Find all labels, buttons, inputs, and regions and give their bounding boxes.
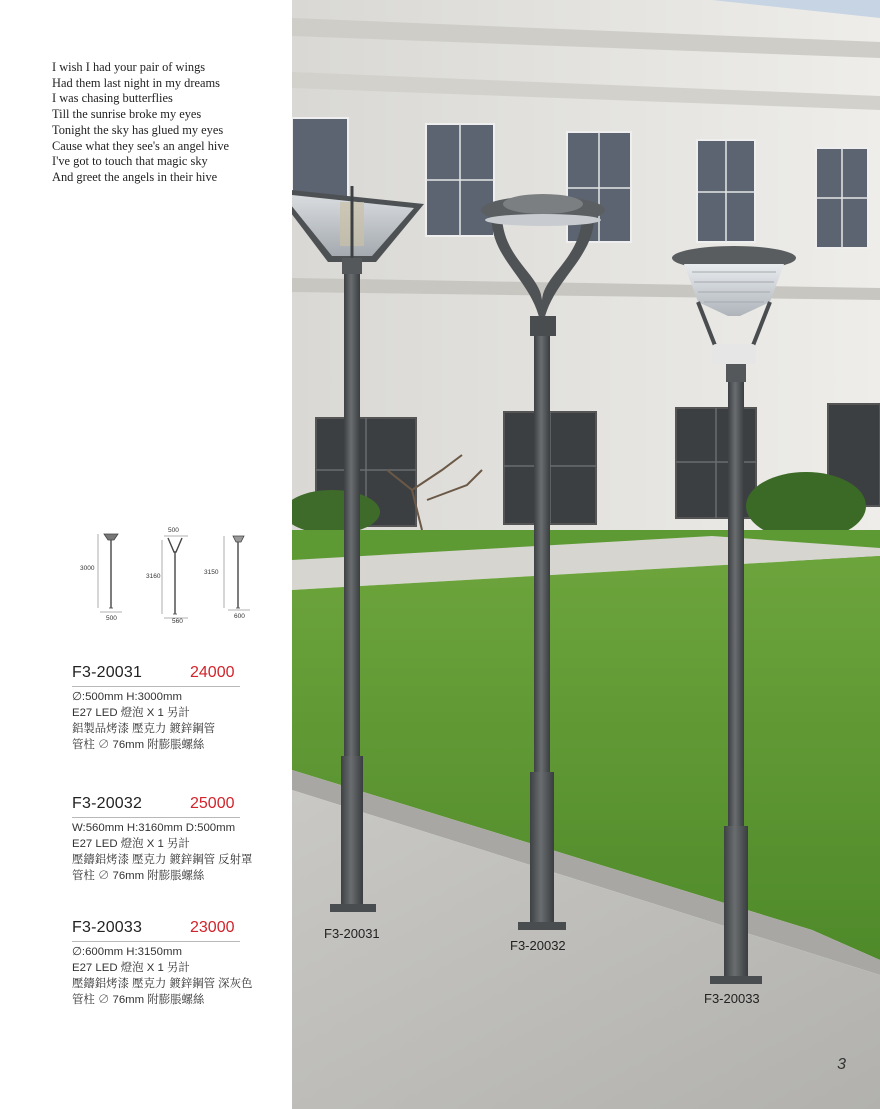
poem-line: I wish I had your pair of wings	[52, 60, 206, 74]
photo-label-2: F3-20032	[510, 938, 566, 953]
poem-line: And greet the angels in their hive	[52, 169, 218, 184]
spec-line: 壓鑄鋁烤漆 壓克力 鍍鋅鋼管 反射罩	[72, 854, 253, 866]
product-header	[72, 919, 240, 942]
spec-line: 管柱 ∅ 76mm 附膨脹螺絲	[72, 739, 205, 751]
poem-line: Cause what they see's an angel hive	[52, 138, 230, 153]
dim-lamp2-width: 560	[172, 618, 183, 625]
spec-line: 壓鑄鋁烤漆 壓克力 鍍鋅鋼管 深灰色	[72, 978, 253, 990]
spec-line: E27 LED 燈泡 X 1 另計	[72, 838, 190, 850]
poem-line: I've got to touch that magic sky	[52, 154, 208, 169]
poem-line: Tonight the sky has glued my eyes	[52, 122, 224, 137]
product-photo	[292, 0, 880, 1109]
product-code: F3-20031	[72, 664, 143, 681]
product-header	[72, 664, 240, 687]
spec-line: 管柱 ∅ 76mm 附膨脹螺絲	[72, 870, 205, 882]
product-code: F3-20033	[72, 919, 143, 936]
spec-line: ∅:600mm H:3150mm	[72, 946, 182, 958]
dim-lamp2-height: 3160	[146, 573, 161, 580]
photo-label-1: F3-20031	[324, 926, 380, 941]
spec-line: 管柱 ∅ 76mm 附膨脹螺絲	[72, 994, 205, 1006]
product-price: 23000	[190, 919, 235, 936]
spec-line: E27 LED 燈泡 X 1 另計	[72, 707, 190, 719]
dim-lamp3-height: 3150	[204, 569, 219, 576]
poem	[52, 60, 229, 186]
product-specs	[72, 944, 287, 1008]
photo-label-3: F3-20033	[704, 991, 760, 1006]
product-price: 24000	[190, 664, 235, 681]
poem-line: Had them last night in my dreams	[52, 75, 220, 90]
product-block-2	[72, 795, 287, 884]
product-code: F3-20032	[72, 795, 143, 812]
dim-lamp1-width: 500	[106, 615, 117, 622]
spec-line: W:560mm H:3160mm D:500mm	[72, 822, 236, 834]
product-block-3	[72, 919, 287, 1008]
dim-lamp2-top: 500	[168, 527, 179, 534]
product-block-1	[72, 664, 287, 753]
spec-line: 鋁製品烤漆 壓克力 鍍鋅鋼管	[72, 723, 216, 735]
dim-lamp3-width: 600	[234, 613, 245, 620]
product-price: 25000	[190, 795, 235, 812]
photo-scene	[292, 0, 880, 1109]
product-specs	[72, 820, 287, 884]
spec-line: ∅:500mm H:3000mm	[72, 691, 182, 703]
product-specs	[72, 689, 287, 753]
poem-line: I was chasing butterflies	[52, 91, 173, 106]
poem-line: Till the sunrise broke my eyes	[52, 107, 202, 122]
left-column	[0, 0, 292, 1109]
dim-lamp1-height: 3000	[80, 565, 95, 572]
spec-line: E27 LED 燈泡 X 1 另計	[72, 962, 190, 974]
page-number: 3	[837, 1056, 846, 1073]
product-header	[72, 795, 240, 818]
dimension-drawings	[78, 522, 268, 632]
